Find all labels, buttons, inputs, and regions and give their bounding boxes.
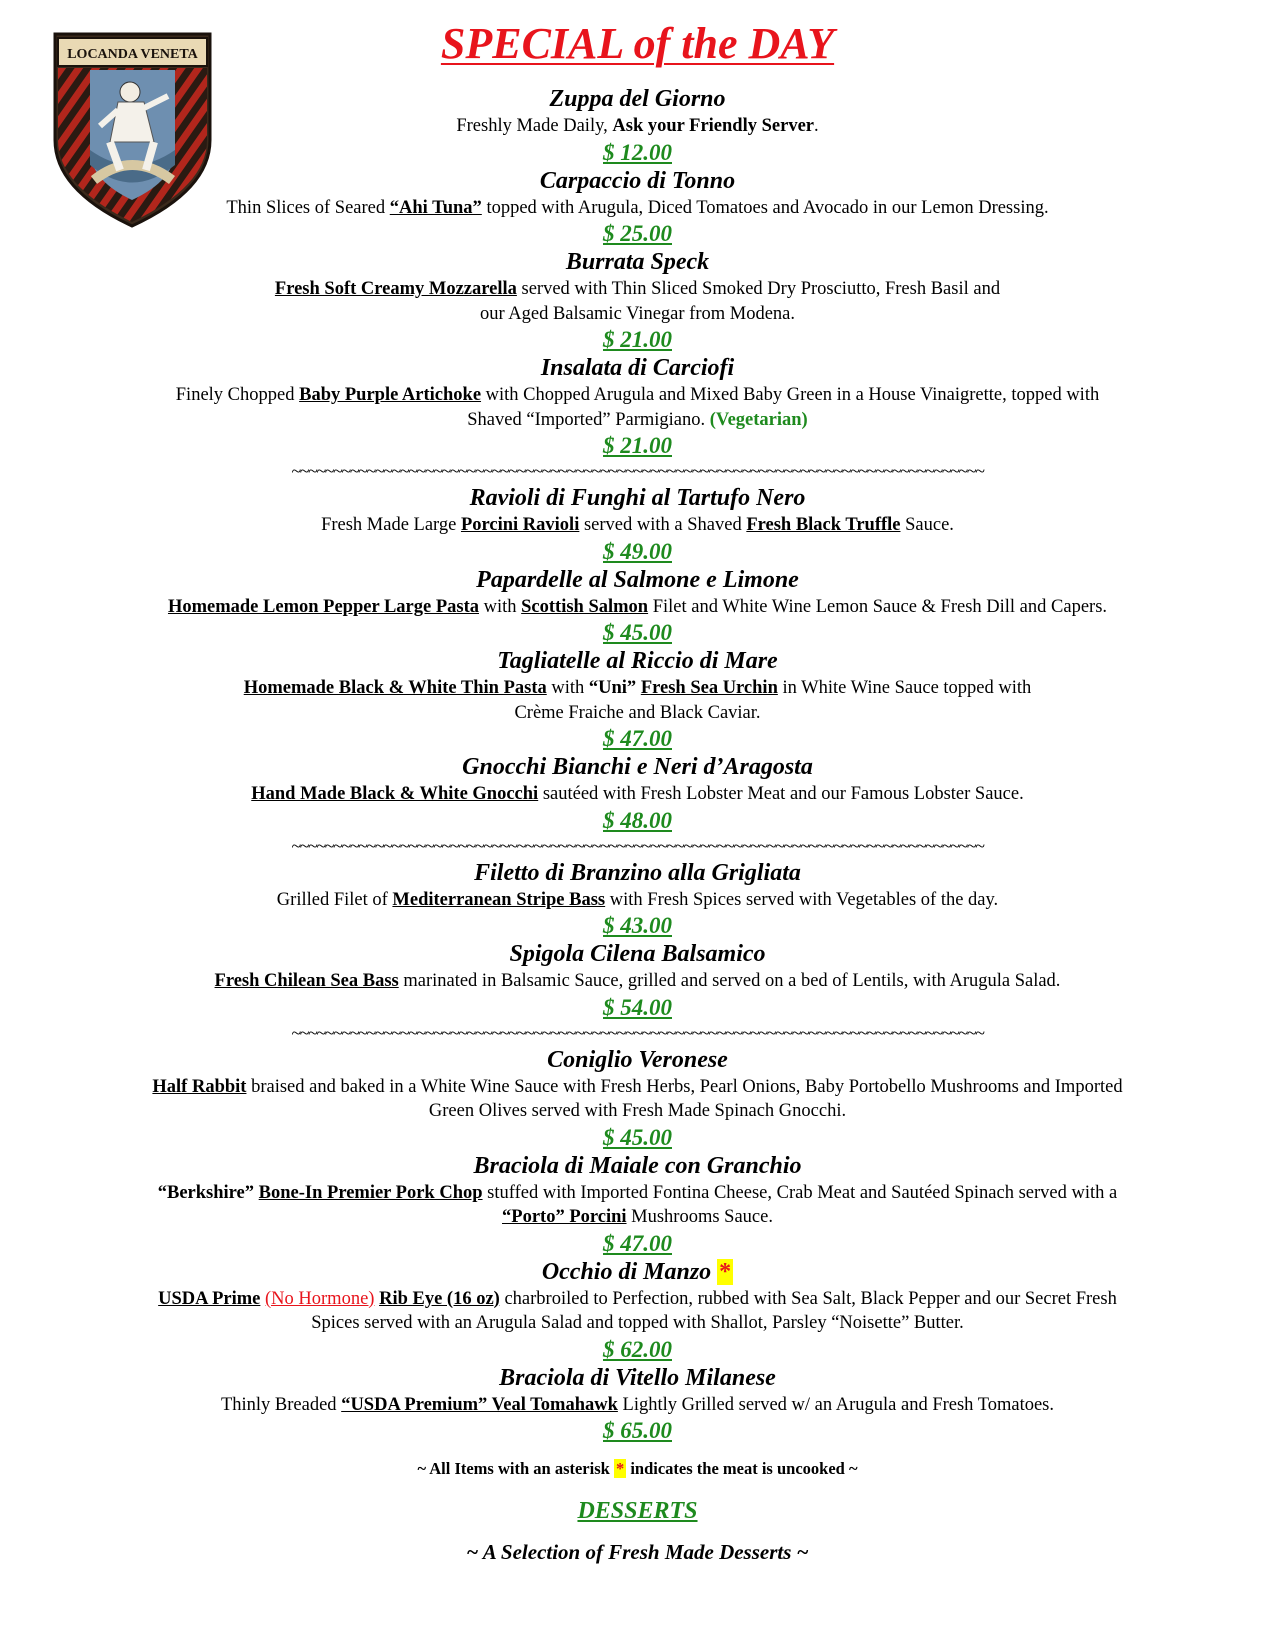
dish-price: $ 45.00 [603,1124,672,1150]
menu-item [60,1151,1215,1257]
dish-description [60,513,1215,538]
description-text: Thin Slices of Seared [226,197,390,218]
description-text: (No Hormone) [265,1288,375,1309]
menu-item [60,1257,1215,1363]
description-text: sautéed with Fresh Lobster Meat and our Famous Lobster Sauce. [538,784,1024,804]
description-text: stuffed with Imported Fontina Cheese, Crab Meat and Sautéed Spinach served with a [482,1182,1118,1203]
description-text: marinated in Balsamic Sauce, grilled and served on a bed of Lentils, with Arugula Salad. [398,971,1061,991]
dish-price: $ 65.00 [603,1418,672,1443]
dish-name-text: Spigola Cilena Balsamico [509,941,766,967]
dish-price: $ 45.00 [603,620,672,645]
menu-item [60,353,1215,459]
highlighted-ingredient: Fresh Soft Creamy Mozzarella [274,279,517,299]
description-text: Mushrooms Sauce. [626,1207,773,1227]
dish-name-text: Braciola di Vitello Milanese [499,1364,776,1391]
dish-name-text: Ravioli di Funghi al Tartufo Nero [469,485,806,511]
dish-name-text: Tagliatelle al Riccio di Mare [497,648,778,674]
description-text: (Vegetarian) [709,409,808,430]
dish-name-text: Zuppa del Giorno [549,86,726,112]
dish-name [60,353,1215,383]
dish-price: $ 21.00 [603,433,672,458]
dish-name-text: Coniglio Veronese [547,1046,728,1073]
dish-description [60,1287,1215,1336]
dish-price: $ 62.00 [603,1336,672,1362]
menu-item [60,939,1215,1021]
description-text: “Uni” [588,678,637,698]
highlighted-ingredient: Scottish Salmon [521,596,649,617]
description-text: with [479,596,522,617]
note-asterisk: * [615,1459,625,1478]
highlighted-ingredient: Baby Purple Artichoke [299,385,482,405]
dish-name-text: Filetto di Branzino alla Grigliata [474,859,801,886]
highlighted-ingredient: Hand Made Black & White Gnocchi [251,784,539,804]
highlighted-ingredient: “Ahi Tuna” [389,197,482,218]
asterisk-note [60,1458,1215,1480]
dish-description [60,1075,1215,1124]
dish-price: $ 54.00 [603,994,672,1020]
description-text: Spices served with an Arugula Salad and topped with Shallot, Parsley “Noisette” Butter. [311,1313,964,1333]
dish-price: $ 48.00 [603,807,672,833]
description-text: Thinly Breaded [220,1394,342,1415]
menu-item [60,565,1215,647]
description-text: Lightly Grilled served w/ an Arugula and Fresh Tomatoes. [617,1394,1055,1415]
dish-name [60,752,1215,782]
description-text: braised and baked in a White Wine Sauce with Fresh Herbs, Pearl Onions, Baby Portobello Mushrooms and Imported [246,1076,1123,1097]
highlighted-ingredient: Homemade Black & White Thin Pasta [243,678,547,698]
dish-name [60,247,1215,277]
description-text: served with a Shaved [579,515,747,535]
dish-name [60,84,1215,114]
highlighted-ingredient: USDA Prime [158,1288,261,1309]
section-divider: ~~~~~~~~~~~~~~~~~~~~~~~~~~~~~~~~~~~~~~~~~~~~~~~~~~~~~~~~~~~~~~~~~~~~~~~~~~~~~~~~~~~ [291,461,984,481]
dish-name [60,565,1215,595]
description-text: Grilled Filet of [276,889,393,910]
dish-description [60,888,1215,913]
dish-price: $ 47.00 [603,726,672,751]
dish-description [60,969,1215,994]
menu-item [60,84,1215,166]
desserts-heading: DESSERTS [577,1498,698,1524]
dish-description [60,595,1215,620]
description-text: charbroiled to Perfection, rubbed with Sea Salt, Black Pepper and our Secret Fresh [499,1288,1117,1309]
highlighted-ingredient: Half Rabbit [152,1076,247,1097]
dish-name [60,939,1215,969]
highlighted-ingredient: Fresh Sea Urchin [640,678,778,698]
description-text: topped with Arugula, Diced Tomatoes and Avocado in our Lemon Dressing. [481,197,1049,218]
description-text: Fresh Made Large [321,515,461,535]
dish-price: $ 12.00 [603,139,672,165]
dish-price: $ 49.00 [603,538,672,564]
menu-item [60,1045,1215,1151]
dish-name [60,858,1215,888]
dish-description [60,1393,1215,1418]
highlighted-ingredient: Homemade Lemon Pepper Large Pasta [167,596,479,617]
highlighted-ingredient: Bone-In Premier Pork Chop [258,1182,483,1203]
dish-name [60,1363,1215,1393]
dish-name [60,483,1215,513]
menu-item [60,858,1215,940]
dish-name [60,166,1215,196]
dish-name-text: Burrata Speck [565,249,710,275]
dish-name-text: Insalata di Carciofi [540,355,735,381]
dish-name [60,1151,1215,1181]
dish-description [60,676,1215,725]
menu-list [60,84,1215,1566]
description-text: our Aged Balsamic Vinegar from Modena. [479,303,796,324]
note-text: ~ All Items with an asterisk [417,1459,614,1478]
description-text: . [814,116,819,136]
dish-description [60,196,1215,221]
highlighted-ingredient: Rib Eye (16 oz) [379,1288,500,1309]
highlighted-ingredient: “USDA Premium” Veal Tomahawk [341,1394,618,1415]
dish-price: $ 21.00 [603,327,672,352]
menu-item [60,483,1215,565]
uncooked-asterisk: * [719,1258,732,1285]
description-text: Green Olives served with Fresh Made Spinach Gnocchi. [428,1101,847,1121]
dish-name [60,646,1215,676]
description-text: with Chopped Arugula and Mixed Baby Green in a House Vinaigrette, topped with [481,385,1100,405]
description-text: Shaved “Imported” Parmigiano. [467,409,710,430]
desserts-subtitle: ~ A Selection of Fresh Made Desserts ~ [466,1540,809,1564]
dish-price: $ 43.00 [603,913,672,938]
dish-name-text: Carpaccio di Tonno [539,167,736,194]
page-title: SPECIAL of the DAY [440,19,835,68]
menu-item [60,752,1215,834]
highlighted-ingredient: Fresh Chilean Sea Bass [214,971,399,991]
menu-item [60,646,1215,752]
logo-text: LOCANDA VENETA [67,47,198,62]
dish-description [60,277,1215,326]
highlighted-ingredient: Fresh Black Truffle [746,515,901,535]
description-text: with Fresh Spices served with Vegetables of the day. [605,889,999,910]
dish-description [60,383,1215,432]
highlighted-ingredient: “Porto” Porcini [502,1207,627,1227]
highlighted-ingredient: Mediterranean Stripe Bass [392,889,606,910]
menu-item [60,247,1215,353]
section-divider: ~~~~~~~~~~~~~~~~~~~~~~~~~~~~~~~~~~~~~~~~~~~~~~~~~~~~~~~~~~~~~~~~~~~~~~~~~~~~~~~~~~~ [291,835,984,856]
dish-price: $ 25.00 [603,221,672,246]
description-text: Filet and White Wine Lemon Sauce & Fresh Dill and Capers. [648,596,1108,617]
description-text: Sauce. [900,515,954,535]
description-text: Crème Fraiche and Black Caviar. [514,702,761,723]
dish-description [60,1181,1215,1230]
highlighted-ingredient: Porcini Ravioli [460,515,580,535]
dish-description [60,114,1215,139]
description-text: served with Thin Sliced Smoked Dry Prosciutto, Fresh Basil and [516,279,1001,299]
menu-item [60,1363,1215,1445]
dish-name-text: Gnocchi Bianchi e Neri d’Aragosta [462,754,813,780]
dish-price: $ 47.00 [603,1230,672,1256]
section-divider: ~~~~~~~~~~~~~~~~~~~~~~~~~~~~~~~~~~~~~~~~~~~~~~~~~~~~~~~~~~~~~~~~~~~~~~~~~~~~~~~~~~~ [291,1022,984,1043]
description-text: in White Wine Sauce topped with [777,678,1032,698]
dish-description [60,782,1215,807]
menu-item [60,166,1215,248]
description-text: Ask your Friendly Server [612,116,814,136]
description-text: Finely Chopped [175,385,300,405]
note-text: indicates the meat is uncooked ~ [626,1459,858,1478]
dish-name [60,1045,1215,1075]
dish-name-text: Papardelle al Salmone e Limone [476,566,799,593]
dish-name [60,1257,1215,1287]
description-text: with [546,678,589,698]
description-text: Freshly Made Daily, [456,116,613,136]
dish-name-text: Braciola di Maiale con Granchio [473,1152,802,1179]
dish-name-text: Occhio di Manzo [541,1258,712,1285]
description-text: “Berkshire” [157,1182,255,1203]
